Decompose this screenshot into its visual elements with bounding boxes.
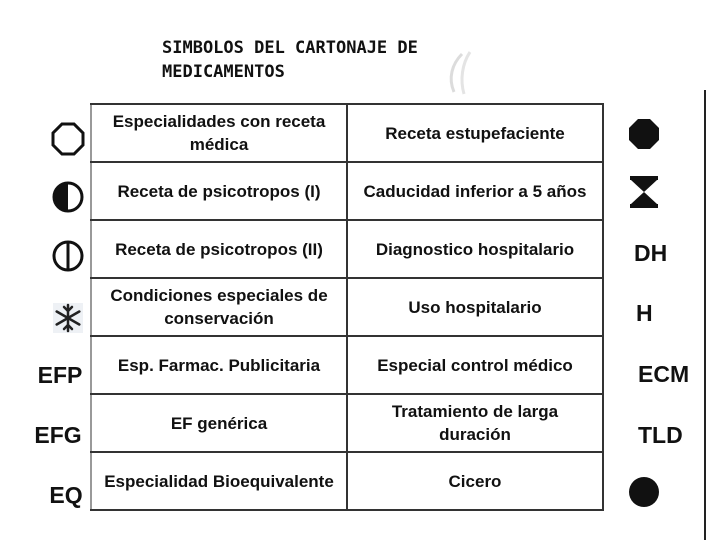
right-cell: Diagnostico hospitalario <box>347 220 603 278</box>
table-row <box>91 104 603 162</box>
right-cell: Tratamiento de larga duración <box>347 394 603 452</box>
filled-circle-icon <box>624 472 664 512</box>
half-filled-circle-icon <box>48 177 88 217</box>
page-title: SIMBOLOS DEL CARTONAJE DE MEDICAMENTOS <box>162 38 418 82</box>
symbols-table <box>90 103 604 511</box>
table-row <box>91 452 603 510</box>
left-cell: Esp. Farmac. Publicitaria <box>91 336 347 394</box>
left-cell: EF genérica <box>91 394 347 452</box>
left-cell: Receta de psicotropos (I) <box>91 162 347 220</box>
right-edge-line <box>704 90 706 540</box>
open-octagon-icon <box>48 119 88 159</box>
efg-symbol: EFG <box>34 421 82 448</box>
left-cell: Especialidad Bioequivalente <box>91 452 347 510</box>
filled-octagon-icon <box>624 114 664 154</box>
split-circle-icon <box>48 236 88 276</box>
right-cell: Especial control médico <box>347 336 603 394</box>
eq-symbol: EQ <box>49 481 83 508</box>
table-row <box>91 162 603 220</box>
snowflake-icon <box>48 298 88 338</box>
left-cell: Receta de psicotropos (II) <box>91 220 347 278</box>
right-cell: Cicero <box>347 452 603 510</box>
decorative-swoosh <box>440 50 480 96</box>
table-row <box>91 394 603 452</box>
dh-symbol: DH <box>634 239 668 266</box>
table-row <box>91 220 603 278</box>
left-cell: Especialidades con receta médica <box>91 104 347 162</box>
h-symbol: H <box>636 299 653 326</box>
left-cell: Condiciones especiales de conservación <box>91 278 347 336</box>
hourglass-icon <box>624 172 664 212</box>
table-row <box>91 336 603 394</box>
right-cell: Uso hospitalario <box>347 278 603 336</box>
ecm-symbol: ECM <box>638 360 690 387</box>
right-cell: Caducidad inferior a 5 años <box>347 162 603 220</box>
right-cell: Receta estupefaciente <box>347 104 603 162</box>
table-row <box>91 278 603 336</box>
tld-symbol: TLD <box>638 421 683 448</box>
efp-symbol: EFP <box>37 361 83 388</box>
